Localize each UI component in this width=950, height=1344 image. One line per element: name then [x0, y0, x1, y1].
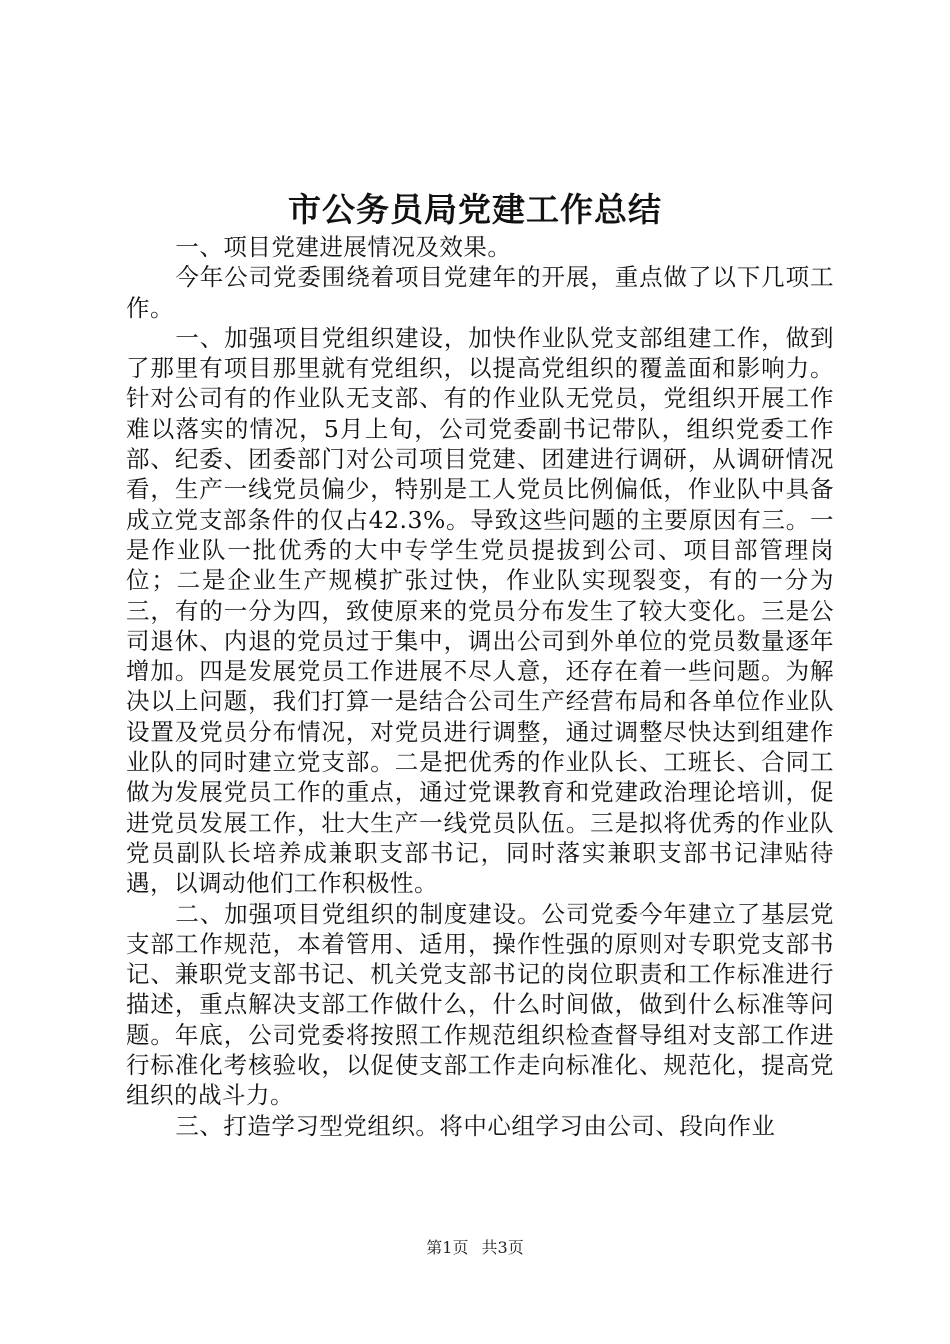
paragraph-item-2: 二、加强项目党组织的制度建设。公司党委今年建立了基层党支部工作规范，本着管用、适用，操作性强的原则对专职党支部书记、兼职党支部书记、机关党支部书记的岗位职责和工作标准进行描述，重点解决支部工作做什么，什么时间做，做到什么标准等问题。年底，公司党委将按照工作规范组织检查督导组对支部工作进行标准化考核验收，以促使支部工作走向标准化、规范化，提高党组织的战斗力。 [126, 899, 834, 1110]
document-title: 市公务员局党建工作总结 [288, 190, 662, 229]
paragraph-intro: 今年公司党委围绕着项目党建年的开展，重点做了以下几项工作。 [126, 263, 834, 322]
page-footer [0, 1238, 950, 1258]
page-number: 第1页 [426, 1238, 469, 1257]
paragraph-item-1: 一、加强项目党组织建设，加快作业队党支部组建工作，做到了那里有项目那里就有党组织，以提高党组织的覆盖面和影响力。针对公司有的作业队无支部、有的作业队无党员，党组织开展工作难以落实的情况，5月上旬，公司党委副书记带队，组织党委工作部、纪委、团委部门对公司项目党建、团建进行调研，从调研情况看，生产一线党员偏少，特别是工人党员比例偏低，作业队中具备成立党支部条件的仅占42.3%。导致这些问题的主要原因有三。一是作业队一批优秀的大中专学生党员提拔到公司、项目部管理岗位；二是企业生产规模扩张过快，作业队实现裂变，有的一分为三，有的一分为四，致使原来的党员分布发生了较大变化。三是公司退休、内退的党员过于集中，调出公司到外单位的党员数量逐年增加。四是发展党员工作进展不尽人意，还存在着一些问题。为解决以上问题，我们打算一是结合公司生产经营布局和各单位作业队设置及党员分布情况，对党员进行调整，通过调整尽快达到组建作业队的同时建立党支部。二是把优秀的作业队长、工班长、合同工做为发展党员工作的重点，通过党课教育和党建政治理论培训，促进党员发展工作，壮大生产一线党员队伍。三是拟将优秀的作业队党员副队长培养成兼职支部书记，同时落实兼职支部书记津贴待遇，以调动他们工作积极性。 [126, 323, 834, 898]
paragraph-section-heading: 一、项目党建进展情况及效果。 [175, 233, 512, 261]
document-body [126, 232, 834, 1141]
paragraph-item-3: 三、打造学习型党组织。将中心组学习由公司、段向作业 [175, 1111, 776, 1140]
page-total: 共3页 [481, 1238, 524, 1257]
